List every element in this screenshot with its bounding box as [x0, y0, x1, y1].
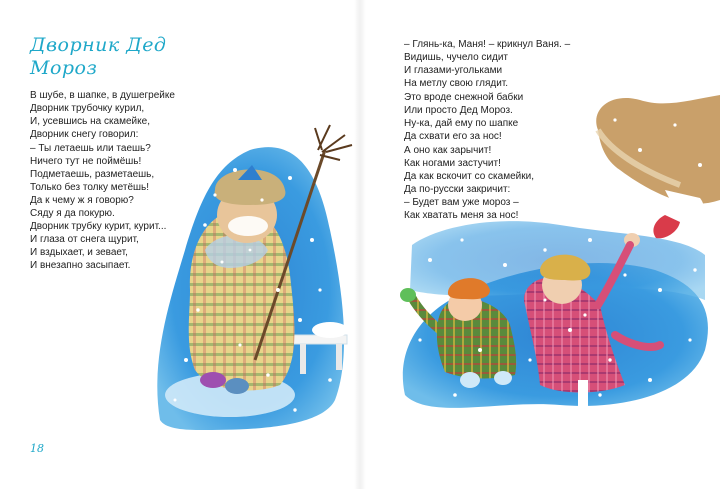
right-stanza-2: [404, 91, 523, 143]
poem-line: Да по-русски закричит:: [404, 184, 511, 195]
poem-line: А оно как зарычит!: [404, 145, 492, 156]
page-number: 18: [30, 442, 44, 455]
poem-line: И вздыхает, и зевает,: [30, 247, 128, 258]
poem-line: Сяду я да покурю.: [30, 208, 115, 219]
left-stanza-1: [30, 89, 175, 141]
poem-line: И внезапно засыпает.: [30, 260, 131, 271]
poem-line: Ну-ка, дай ему по шапке: [404, 118, 519, 129]
poem-title-line-1: Дворник Дед: [30, 34, 167, 56]
page-gutter: [354, 0, 366, 489]
poem-line: Как ногами застучит!: [404, 158, 501, 169]
poem-line: И, усевшись на скамейке,: [30, 116, 150, 127]
poem-line: Дворник снегу говорил:: [30, 129, 139, 140]
poem-line: На метлу свою глядит.: [404, 78, 509, 89]
poem-line: Да как вскочит со скамейки,: [404, 171, 534, 182]
poem-line: В шубе, в шапке, в душегрейке: [30, 90, 175, 101]
right-stanza-1: [404, 38, 570, 90]
right-stanza-3: [404, 144, 534, 222]
poem-line: Ничего тут не поймёшь!: [30, 156, 142, 167]
poem-line: Только без толку метёшь!: [30, 182, 150, 193]
poem-line: – Будет вам уже мороз –: [404, 197, 519, 208]
poem-line: Или просто Дед Мороз.: [404, 105, 513, 116]
poem-line: Видишь, чучело сидит: [404, 52, 508, 63]
poem-line: И глаза от снега щурит,: [30, 234, 139, 245]
poem-line: Подметаешь, разметаешь,: [30, 169, 155, 180]
poem-line: Да к чему ж я говорю?: [30, 195, 134, 206]
poem-title-line-2: Мороз: [30, 57, 98, 79]
poem-title: [30, 34, 230, 80]
poem-line: И глазами-угольками: [404, 65, 503, 76]
poem-line: Дворник трубку курит, курит...: [30, 221, 167, 232]
left-stanza-3: [30, 220, 166, 272]
poem-line: Дворник трубочку курил,: [30, 103, 145, 114]
poem-line: Как хватать меня за нос!: [404, 210, 519, 221]
poem-line: Это вроде снежной бабки: [404, 92, 524, 103]
poem-line: – Ты летаешь или таешь?: [30, 143, 151, 154]
poem-line: – Глянь-ка, Маня! – крикнул Ваня. –: [404, 39, 571, 50]
janitor-frost-on-bench-illustration: [157, 125, 352, 430]
poem-line: Да схвати его за нос!: [404, 131, 502, 142]
left-stanza-2: [30, 142, 154, 220]
